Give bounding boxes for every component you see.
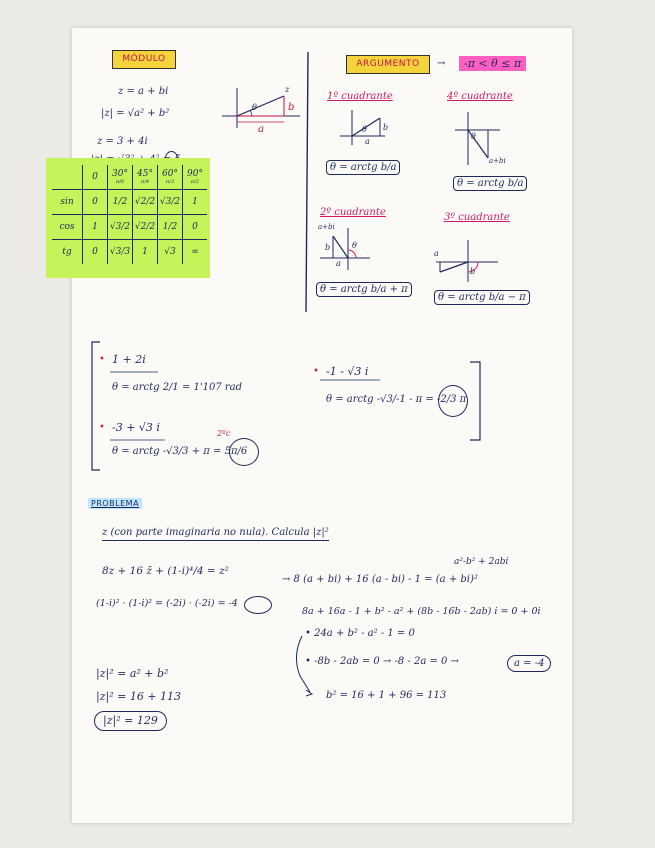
example-z: z = 3 + 4i [97, 136, 148, 147]
b-squared: b² = 16 + 1 + 96 = 113 [326, 690, 447, 701]
z-definition: z = a + bi [118, 86, 169, 97]
q4-theta: θ [471, 132, 476, 141]
example1-line: θ = arctg 2/1 = 1'107 rad [112, 382, 243, 393]
example3-line: θ = arctg -√3/-1 - π = -2/3 π [326, 394, 467, 405]
q4-formula: θ = arctg b/a [453, 176, 527, 191]
problema-equation: 8z + 16 z̄ + (1-i)⁴/4 = z² [102, 565, 229, 577]
q4-title: 4º cuadrante [447, 91, 513, 102]
equation-real: • 24a + b² - a² - 1 = 0 [305, 628, 415, 639]
q4-point: a+bi [489, 157, 506, 165]
problema-statement: z (con parte imaginaria no nula). Calcula |z|² [102, 527, 329, 541]
modulus-definition: |z| = √a² + b² [101, 108, 170, 119]
trig-row-tg: tg 0 √3/3 1 √3 ∞ [52, 240, 207, 265]
problema-step2: 8a + 16a - 1 + b² - a² + (8b - 16b - 2ab) i = 0 + 0i [302, 606, 541, 617]
q1-b: b [383, 123, 389, 132]
q1-a: a [365, 137, 370, 146]
trig-row-cos: cos 1 √3/2 √2/2 1/2 0 [52, 215, 207, 240]
expansion-note: a²-b² + 2abi [454, 557, 509, 567]
q2-theta: θ [352, 241, 357, 250]
q3-title: 3º cuadrante [444, 212, 510, 223]
example3-z: -1 - √3 i [326, 365, 369, 378]
modulo-title: MÓDULO [112, 50, 176, 69]
diagram-a-label: a [258, 124, 264, 135]
modulus-step1: |z|² = a² + b² [96, 667, 169, 680]
problema-title: PROBLEMA [88, 498, 142, 509]
trig-row-sin: sin 0 1/2 √2/2 √3/2 1 [52, 190, 207, 215]
example2-bullet: • [99, 422, 105, 433]
q2-b: b [325, 243, 331, 252]
modulus-final: |z|² = 129 [94, 711, 167, 731]
example2-note: 2ºc [217, 429, 231, 438]
q2-title: 2º cuadrante [320, 207, 386, 218]
problema-aux: (1-i)² · (1-i)² = (-2i) · (-2i) = -4 [96, 598, 238, 609]
argumento-title: ARGUMENTO [346, 55, 430, 74]
equation-imag: • -8b - 2ab = 0 → -8 - 2a = 0 → [305, 656, 459, 667]
trig-header-cell: 45° π/4 [133, 165, 158, 190]
diagram-z-label: z [285, 85, 290, 94]
q2-formula: θ = arctg b/a + π [316, 282, 412, 297]
q1-title: 1º cuadrante [327, 91, 393, 102]
example1-bullet: • [99, 354, 105, 365]
example2-line: θ = arctg -√3/3 + π = 5π/6 [112, 446, 248, 457]
diagram-theta-label: θ [252, 103, 257, 112]
trig-header-cell: 90° π/2 [183, 165, 208, 190]
range-arrow: → [437, 58, 446, 69]
a-result: a = -4 [507, 655, 551, 672]
example2-z: -3 + √3 i [112, 421, 160, 434]
q3-formula: θ = arctg b/a − π [434, 290, 530, 305]
q1-formula: θ = arctg b/a [326, 160, 400, 175]
diagram-b-label: b [288, 102, 295, 113]
trig-header-cell: 30° π/6 [108, 165, 133, 190]
q2-a: a [336, 259, 341, 268]
q2-point: a+bi [318, 223, 335, 231]
trig-header-cell: 0 [83, 165, 108, 190]
problema-step1: → 8 (a + bi) + 16 (a - bi) - 1 = (a + bi)² [282, 574, 478, 585]
example1-z: 1 + 2i [112, 353, 146, 366]
trig-header-cell: 60° π/3 [158, 165, 183, 190]
modulus-step2: |z|² = 16 + 113 [96, 690, 182, 703]
q3-b: b [470, 267, 476, 276]
example3-bullet: • [313, 366, 319, 377]
q1-theta: θ [362, 125, 367, 134]
q3-a: a [434, 249, 439, 258]
argument-range: -π < θ ≤ π [459, 56, 526, 71]
